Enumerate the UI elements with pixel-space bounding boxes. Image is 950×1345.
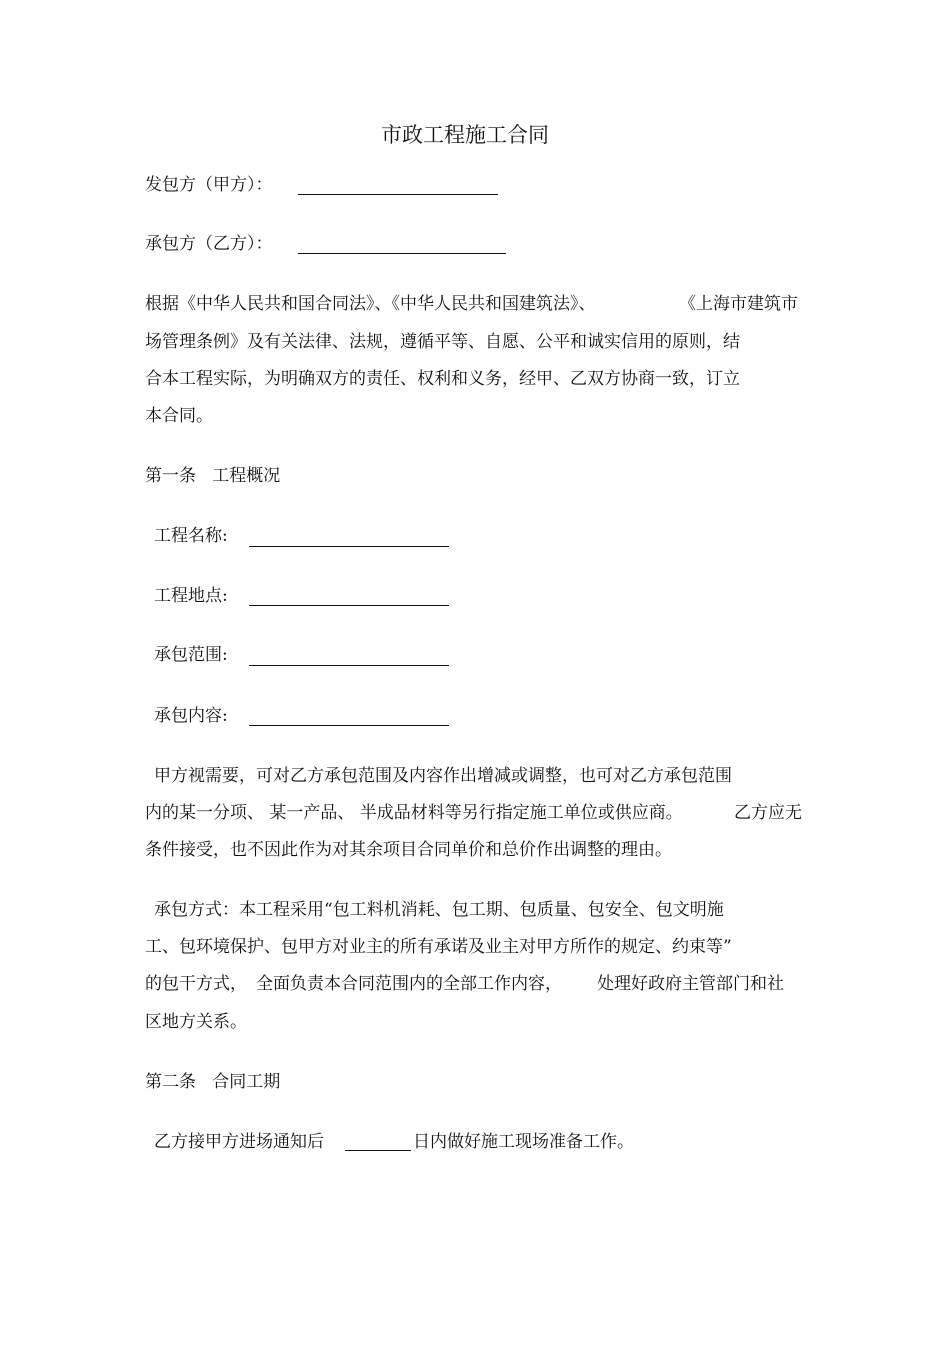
contract-content-label: 承包内容: [154, 706, 228, 726]
method-line-3b: 全面负责本合同范围内的全部工作内容， [256, 974, 562, 994]
contract-content-blank [249, 725, 449, 726]
project-location-blank [249, 605, 449, 606]
notice-text-b: 日内做好施工现场准备工作。 [413, 1132, 634, 1152]
employer-blank [298, 194, 498, 195]
project-name-label: 工程名称: [154, 526, 228, 546]
document-title: 市政工程施工合同 [381, 123, 549, 147]
adjust-line-2a: 内的某一分项、 某一产品、 半成品材料等另行指定施工单位或供应商。 [145, 803, 683, 823]
method-line-1: 承包方式：本工程采用“包工料机消耗、包工期、包质量、包安全、包文明施 [154, 900, 724, 920]
method-line-3a: 的包干方式， [145, 974, 247, 994]
adjust-line-1: 甲方视需要，可对乙方承包范围及内容作出增减或调整，也可对乙方承包范围 [154, 766, 732, 786]
preamble-line-2: 场管理条例》及有关法律、法规，遵循平等、自愿、公平和诚实信用的原则，结 [145, 332, 740, 352]
project-name-blank [249, 546, 449, 547]
preamble-line-1b: 《上海市建筑市 [679, 294, 798, 314]
project-location-label: 工程地点: [154, 586, 228, 606]
contract-scope-blank [249, 665, 449, 666]
notice-text-a: 乙方接甲方进场通知后 [154, 1132, 324, 1152]
preamble-line-3: 合本工程实际，为明确双方的责任、权利和义务，经甲、乙双方协商一致，订立 [145, 369, 740, 389]
contract-scope-label: 承包范围: [154, 645, 228, 665]
method-line-4: 区地方关系。 [145, 1012, 247, 1032]
contractor-blank [298, 253, 506, 254]
adjust-line-3: 条件接受，也不因此作为对其余项目合同单价和总价作出调整的理由。 [145, 840, 672, 860]
contractor-label: 承包方（乙方）： [145, 234, 273, 254]
method-line-3c: 处理好政府主管部门和社 [597, 974, 784, 994]
notice-days-blank [345, 1150, 411, 1151]
employer-label: 发包方（甲方）： [145, 175, 273, 195]
method-line-2: 工、包环境保护、包甲方对业主的所有承诺及业主对甲方所作的规定、约束等” [145, 937, 732, 957]
adjust-line-2b: 乙方应无 [734, 803, 802, 823]
article-2-heading: 第二条 合同工期 [145, 1072, 281, 1092]
preamble-line-1a: 根据《中华人民共和国合同法》、《中华人民共和国建筑法》、 [145, 294, 596, 314]
article-1-heading: 第一条 工程概况 [145, 466, 281, 486]
preamble-line-4: 本合同。 [145, 406, 213, 426]
